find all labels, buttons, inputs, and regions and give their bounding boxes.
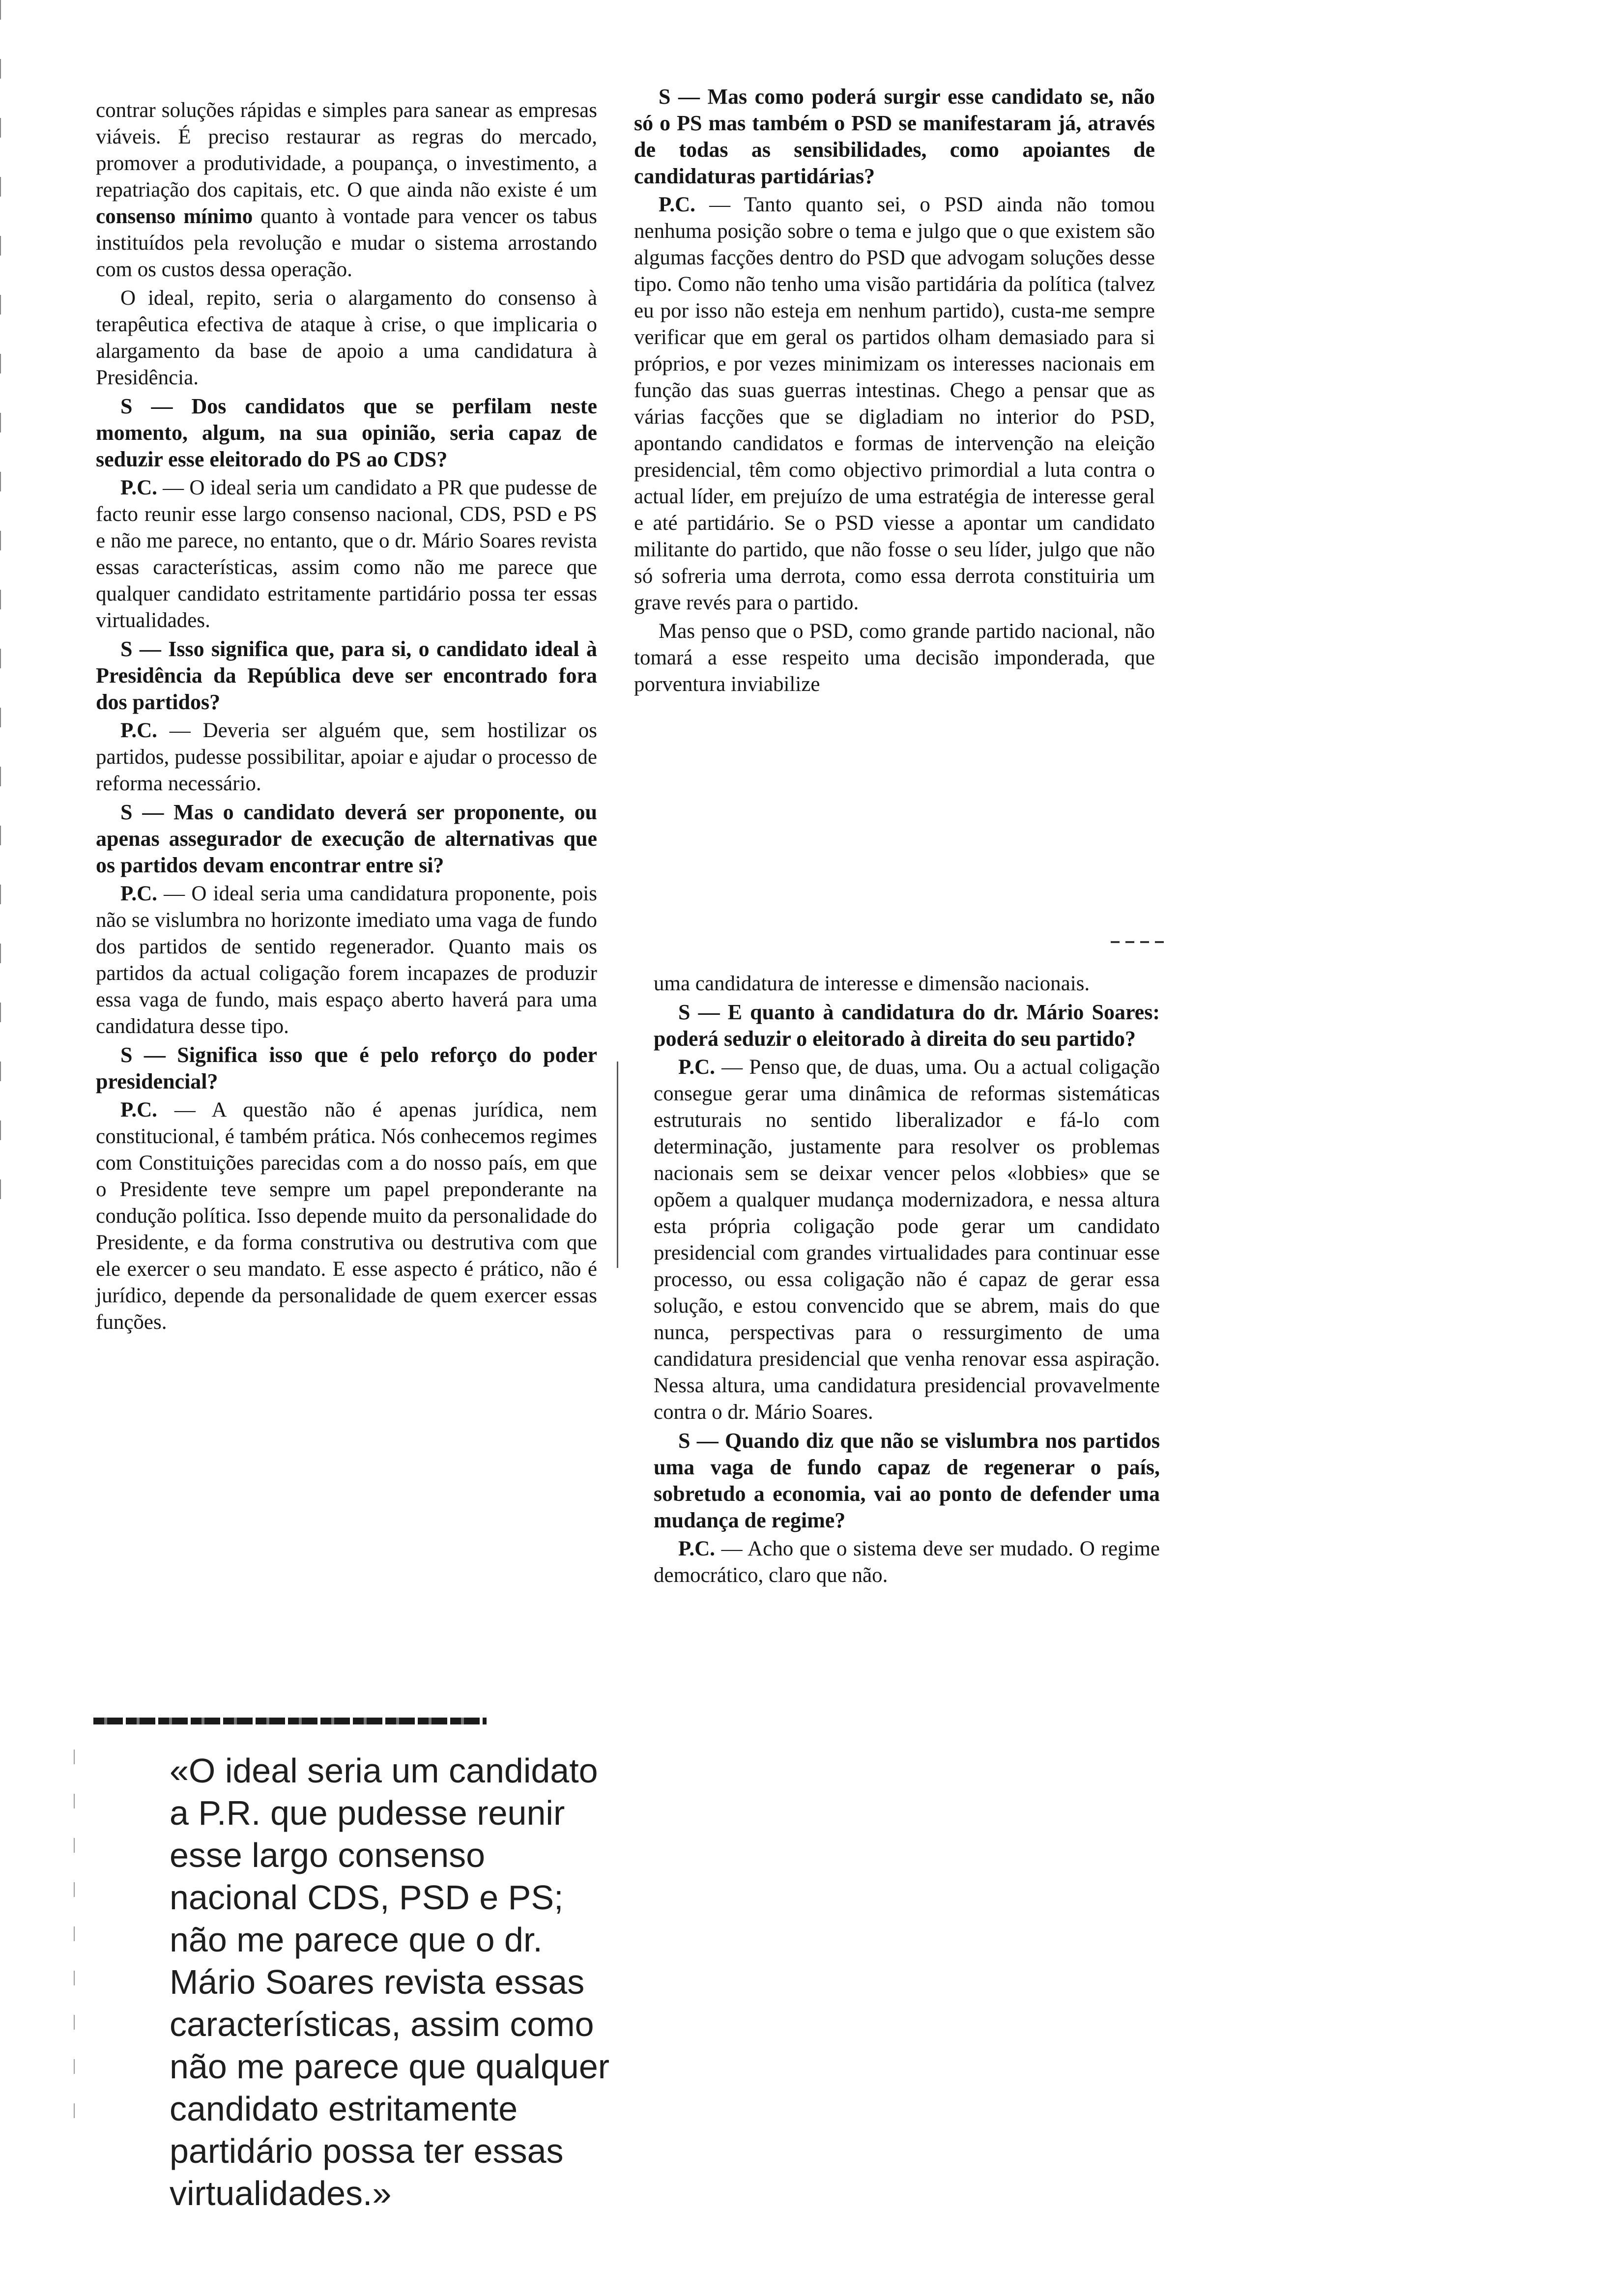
answer-text: — Tanto quanto sei, o PSD ainda não tomou nenhuma posição sobre o tema e julgo que o que existem são algumas facções dentro do PSD que advogam soluções desse tipo. Como não tenho uma visão partidária da política (talvez eu por isso não esteja em nenhum partido), custa-me sempre verificar que em geral os partidos olham demasiado para si próprios, e por vezes minimizam os interesses nacionais em função das suas guerras intestinas. Chego a pensar que as várias facções que se digladiam no interior do PSD, apontando candidatos e formas de intervenção na eleição presidencial, têm como objectivo primordial a luta contra o actual líder, em prejuízo de uma estratégia de interesse geral e até partidário. Se o PSD viesse a apontar um candidato militante do partido, que não fosse o seu líder, julgo que não só sofreria uma derrota, como essa derrota constituiria um grave revés para o partido. [634,193,1155,614]
question: S — Significa isso que é pelo reforço do poder presidencial? [96,1043,597,1093]
answer-text: — Penso que, de duas, uma. Ou a actual coligação consegue gerar uma dinâmica de reformas sistemáticas estruturais no sentido liberalizador e fá-lo com determinação, justamente para resolver os problemas nacionais sem se deixar vencer pelos «lobbies» que se opõem a qualquer mudança modernizadora, e nessa altura esta própria coligação pode gerar um candidato presidencial com grandes virtualidades para continuar esse processo, ou essa coligação não é capaz de gerar essa solução, e estou convencido que se abrem, mais do que nunca, perspectivas para o ressurgimento de uma candidatura presidencial que venha renovar essa aspiração. Nessa altura, uma candidatura presidencial provavelmente contra o dr. Mário Soares. [654,1056,1160,1424]
answer-text: — A questão não é apenas jurídica, nem constitucional, é também prática. Nós conhecemos regimes com Constituições parecidas com a do nosso país, em que o Presidente teve sempre um papel preponderante na condução política. Isso depende muito da personalidade do Presidente, e da forma construtiva ou destrutiva com que ele exercer o seu mandato. E esse aspecto é prático, não é jurídico, depende da personalidade de quem exercer essas funções. [96,1098,598,1334]
speaker-label: P.C. [678,1056,715,1079]
speaker-label: P.C. [659,193,695,216]
pull-quote-bar [74,1750,75,2143]
question: S — E quanto à candidatura do dr. Mário Soares: poderá seduzir o eleitorado à direita do seu partido? [654,1000,1160,1051]
speaker-label: P.C. [120,719,157,742]
answer [654,1054,1160,1426]
speaker-label: P.C. [120,1098,157,1121]
question: S — Quando diz que não se vislumbra nos partidos uma vaga de fundo capaz de regenerar o país, sobretudo a economia, vai ao ponto de defender uma mudança de regime? [654,1429,1160,1532]
pull-quote-rule [93,1718,487,1724]
answer [634,192,1155,616]
answer [96,475,597,634]
left-column [96,97,597,1338]
answer [96,881,597,1040]
answer-text: — O ideal seria um candidato a PR que pudesse de facto reunir esse largo consenso nacional, CDS, PSD e PS e não me parece, no entanto, que o dr. Mário Soares revista essas características, assim como não me parece que qualquer candidato estritamente partidário possa ter essas virtualidades. [96,476,597,632]
column-divider [617,1062,618,1268]
speaker-label: P.C. [120,882,157,905]
answer [96,1097,597,1336]
paragraph: Mas penso que o PSD, como grande partido nacional, não tomará a esse respeito uma decisão imponderada, que porventura inviabilize [634,620,1155,696]
column-edge-mark [0,0,1,1229]
question: S — Isso significa que, para si, o candidato ideal à Presidência da República deve ser encontrado fora dos partidos? [96,637,597,714]
column-break-rule [1111,941,1170,943]
speaker-label: P.C. [678,1537,715,1560]
right-column-bottom [654,971,1160,1591]
answer [654,1536,1160,1589]
answer-text: — Acho que o sistema deve ser mudado. O regime democrático, claro que não. [654,1537,1160,1587]
answer [96,718,597,797]
answer-text: — O ideal seria uma candidatura proponente, pois não se vislumbra no horizonte imediato uma vaga de fundo dos partidos de sentido regenerador. Quanto mais os partidos da actual coligação forem incapazes de produzir essa vaga de fundo, mais espaço aberto haverá para uma candidatura desse tipo. [96,882,597,1038]
emphasis-text: consenso mínimo [96,205,253,228]
paragraph-text: quanto à vontade para vencer os tabus instituídos pela revolução e mudar o sistema arrostando com os custos dessa operação. [96,205,598,281]
right-column-top [634,84,1155,700]
question: S — Mas o candidato deverá ser proponente, ou apenas assegurador de execução de alternativas que os partidos devam encontrar entre si? [96,800,597,877]
paragraph: uma candidatura de interesse e dimensão nacionais. [654,972,1090,995]
paragraph [96,97,597,283]
answer-text: — Deveria ser alguém que, sem hostilizar os partidos, pudesse possibilitar, apoiar e ajudar o processo de reforma necessário. [96,719,597,795]
question: S — Mas como poderá surgir esse candidato se, não só o PS mas também o PSD se manifestaram já, através de todas as sensibilidades, como apoiantes de candidaturas partidárias? [634,85,1155,188]
question: S — Dos candidatos que se perfilam neste momento, algum, na sua opinião, seria capaz de seduzir esse eleitorado do PS ao CDS? [96,394,597,471]
speaker-label: P.C. [120,476,157,499]
paragraph-text: contrar soluções rápidas e simples para sanear as empresas viáveis. É preciso restaurar as regras do mercado, promover a produtividade, a poupança, o investimento, a repatriação dos capitais, etc. O que ainda não existe é um [96,99,597,201]
pull-quote: «O ideal seria um candidato a P.R. que pudesse reunir esse largo consenso nacional CDS, PSD e PS; não me parece que o dr. Mário Soares revista essas características, assim como não me parece que qualquer candidato estritamente partidário possa ter essas virtualidades.» [170,1751,610,2212]
paragraph: O ideal, repito, seria o alargamento do consenso à terapêutica efectiva de ataque à crise, o que implicaria o alargamento da base de apoio a uma candidatura à Presidência. [96,287,597,389]
